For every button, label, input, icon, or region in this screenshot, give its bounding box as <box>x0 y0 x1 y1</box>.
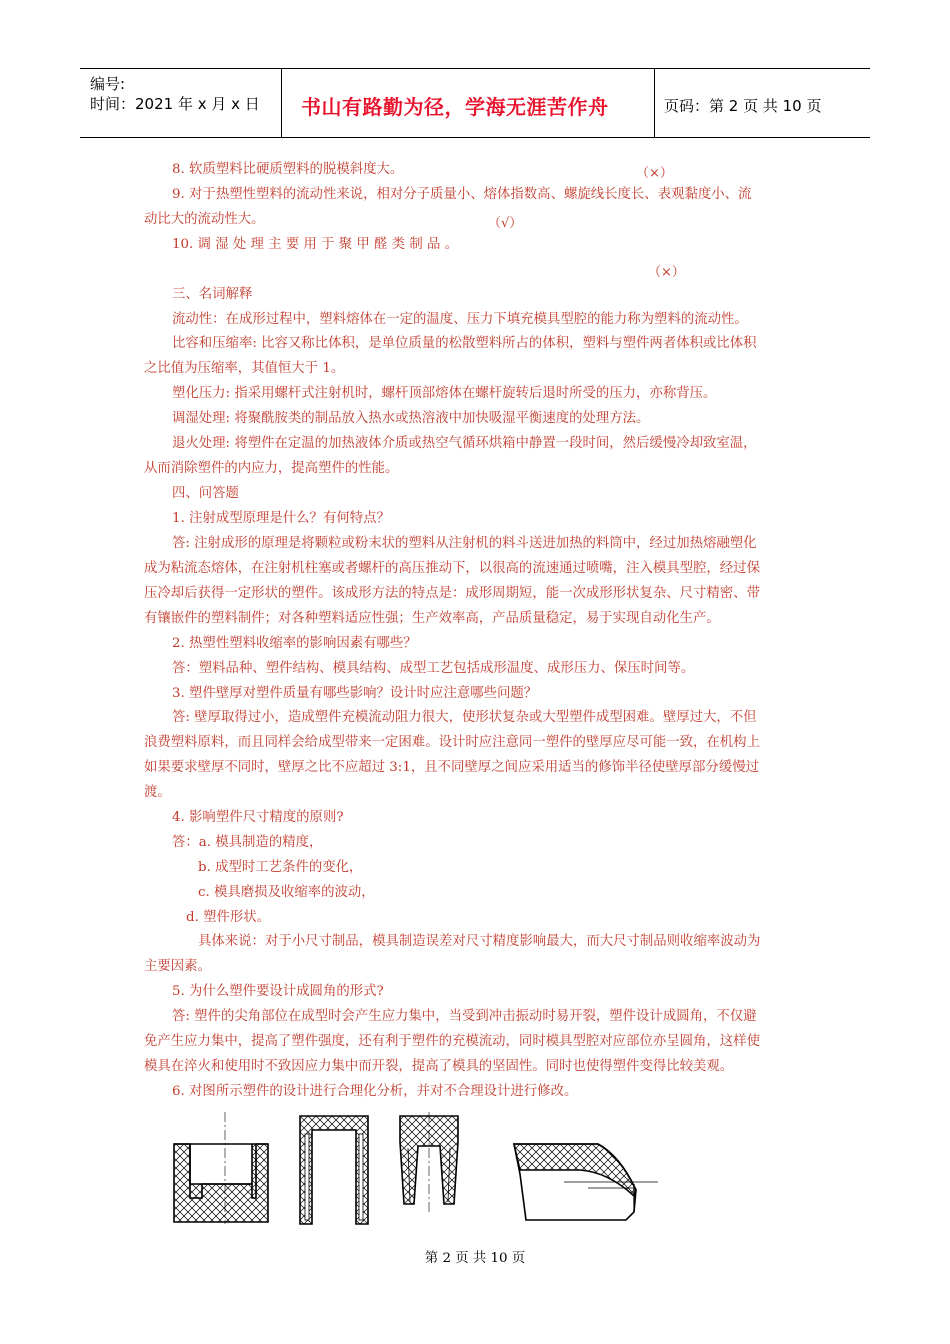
page-header <box>80 68 870 138</box>
part-2-cross-section <box>300 1116 368 1224</box>
answer-2: 答：塑料品种、塑件结构、模具结构、成型工艺包括成形温度、成形压力、保压时间等。 <box>172 661 695 676</box>
header-page-info: 页码：第 2 页 共 10 页 <box>664 97 822 115</box>
header-divider <box>654 69 655 137</box>
term-volume-line1: 比容和压缩率: 比容又称比体积，是单位质量的松散塑料所占的体积，塑料与塑件两者体积或比体积 <box>172 336 757 351</box>
answer-5-line: 答: 塑件的尖角部位在成型时会产生应力集中，当受到冲击振动时易开裂，塑件设计成圆角，不仅避 <box>172 1009 757 1024</box>
part-4-cross-section <box>514 1144 658 1220</box>
answer-4-detail-line1: 具体来说：对于小尺寸制品，模具制造误差对尺寸精度影响最大，而大尺寸制品则收缩率波动为 <box>198 934 761 949</box>
judgement-q8-mark: （×） <box>636 166 673 181</box>
answer-3-line: 浪费塑料原料，而且同样会给成型带来一定困难。设计时应注意同一塑件的壁厚应尽可能一致，在机构上 <box>144 735 760 750</box>
section-heading-terms: 三、名词解释 <box>172 287 253 302</box>
answer-4-detail-line2: 主要因素。 <box>144 959 211 974</box>
term-volume-line2: 之比值为压缩率，其值恒大于 1。 <box>144 361 345 376</box>
answer-4-item: b. 成型时工艺条件的变化， <box>198 860 363 875</box>
plastic-parts-figure <box>168 1112 668 1228</box>
question-4: 4. 影响塑件尺寸精度的原则? <box>172 810 344 825</box>
answer-3-last: 渡。 <box>144 785 171 800</box>
judgement-q8: 8. 软质塑料比硬质塑料的脱模斜度大。 <box>172 162 404 177</box>
header-divider <box>281 69 282 137</box>
question-6: 6. 对图所示塑件的设计进行合理化分析，并对不合理设计进行修改。 <box>172 1084 578 1099</box>
doc-code-label: 编号: <box>90 75 126 93</box>
judgement-q10-mark: （×） <box>648 265 685 280</box>
answer-5-line: 免产生应力集中，提高了塑件强度，还有利于塑件的充模流动，同时模具型腔对应部位亦呈圆角，这样使 <box>144 1034 760 1049</box>
question-1: 1. 注射成型原理是什么？有何特点？ <box>172 511 390 526</box>
question-2: 2. 热塑性塑料收缩率的影响因素有哪些？ <box>172 636 417 651</box>
section-heading-qa: 四、问答题 <box>172 486 239 501</box>
doc-time-label: 时间：2021 年 x 月 x 日 <box>90 95 260 113</box>
term-fluidity: 流动性：在成形过程中，塑料熔体在一定的温度、压力下填充模具型腔的能力称为塑料的流动性。 <box>172 312 748 327</box>
judgement-q9-line2: 动比大的流动性大。 <box>144 212 265 227</box>
answer-4-item: c. 模具磨损及收缩率的波动， <box>198 885 375 900</box>
part-1-cross-section <box>174 1112 268 1224</box>
answer-4-item: 答：a. 模具制造的精度， <box>172 835 323 850</box>
part-3-cross-section <box>400 1112 458 1212</box>
question-3: 3. 塑件壁厚对塑件质量有哪些影响？设计时应注意哪些问题？ <box>172 686 538 701</box>
term-annealing-line1: 退火处理: 将塑件在定温的加热液体介质或热空气循环烘箱中静置一段时间，然后缓慢冷却致室温， <box>172 436 757 451</box>
judgement-q9-line1: 9. 对于热塑性塑料的流动性来说，相对分子质量小、熔体指数高、螺旋线长度长、表观黏度小、流 <box>172 187 752 202</box>
answer-1-line: 答: 注射成形的原理是将颗粒或粉末状的塑料从注射机的料斗送进加热的料筒中，经过加热熔融塑化 <box>172 536 757 551</box>
answer-4-item: d. 塑件形状。 <box>186 910 271 925</box>
answer-3-line: 如果要求壁厚不同时，壁厚之比不应超过 3:1，且不同壁厚之间应采用适当的修饰半径使壁厚部分缓慢过 <box>144 760 759 775</box>
answer-1-line: 有镶嵌件的塑料制件；对各种塑料适应性强；生产效率高，产品质量稳定，易于实现自动化生产。 <box>144 611 720 626</box>
answer-3-line: 答: 壁厚取得过小，造成塑件充模流动阻力很大，使形状复杂或大型塑件成型困难。壁厚过大，不但 <box>172 710 757 725</box>
header-motto: 书山有路勤为径，学海无涯苦作舟 <box>301 95 609 119</box>
answer-1-line: 成为粘流态熔体，在注射机柱塞或者螺杆的高压推动下，以很高的流速通过喷嘴，注入模具型腔，经过保 <box>144 561 760 576</box>
judgement-q9-mark: （√） <box>488 216 523 231</box>
judgement-q10: 10. 调 湿 处 理 主 要 用 于 聚 甲 醛 类 制 品 。 <box>172 237 459 252</box>
answer-1-line: 压冷却后获得一定形状的塑件。该成形方法的特点是：成形周期短，能一次成形形状复杂、尺寸精密、带 <box>144 586 760 601</box>
question-5: 5. 为什么塑件要设计成圆角的形式? <box>172 984 384 999</box>
page-footer: 第 2 页 共 10 页 <box>424 1251 526 1266</box>
term-humidity: 调湿处理: 将聚酰胺类的制品放入热水或热溶液中加快吸湿平衡速度的处理方法。 <box>172 411 650 426</box>
term-plasticizing: 塑化压力: 指采用螺杆式注射机时，螺杆顶部熔体在螺杆旋转后退时所受的压力，亦称背压。 <box>172 386 717 401</box>
term-annealing-line2: 从而消除塑件的内应力，提高塑件的性能。 <box>144 461 399 476</box>
answer-5-last: 模具在淬火和使用时不致因应力集中而开裂，提高了模具的坚固性。同时也使得塑件变得比较美观。 <box>144 1059 734 1074</box>
